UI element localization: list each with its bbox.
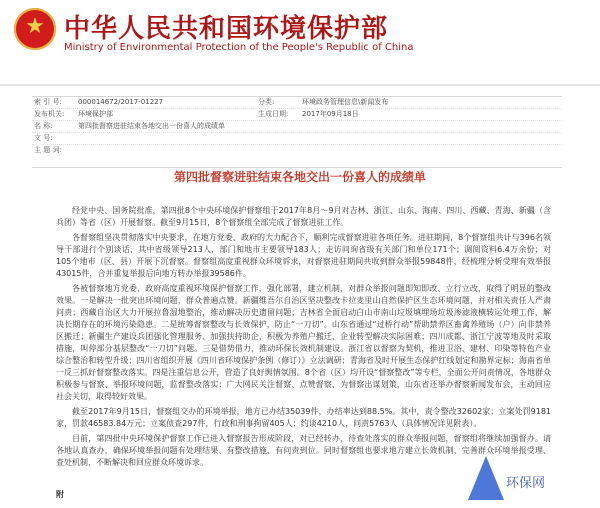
title-value: 第四批督察进驻结束各地交出一份喜人的成绩单	[78, 122, 225, 130]
issuer-label: 发布机关:	[34, 110, 65, 118]
category-label: 分类:	[258, 98, 275, 106]
meta-row-index	[32, 97, 562, 109]
site-subtitle: Ministry of Environmental Protection of the People's Republic of China	[64, 42, 414, 53]
meta-row-issuer	[32, 109, 562, 121]
appendix-label: 附	[56, 490, 64, 499]
title-label: 名 称:	[34, 122, 53, 130]
paragraph: 各被督察地方党委、政府高度重视环境保护督察工作，强化部署，建立机制，对群众举报问题即知即改、立行立改，取得了明显的整改效果。一是解决一批突出环境问题，群众普遍点赞。新疆维吾尔自治区坚决整改卡拉麦里山自然保护区生态环境问题，并对相关责任人严肃问责；西藏自治区大力开展拉鲁湿地整治，推动解决历史遗留问题；吉林省全面启动白山市南山垃圾填埋场垃圾渗滤液横转运处理工作，解决长期存在的环境污染隐患。二是统筹督察整改与长效保护，防止“一刀切”。山东省通过“过桥行动”帮助禁养区畜禽养殖场（户）向非禁养区搬迁；新疆生产建设兵团强化管理服务、加强扶持助企，积极为养殖户搬迁、企业转型解决实际困难；四川成都、浙江宁波等地及时采取措施，叫停部分基层整改“一刀切”问题。三是借势借力，推动环保长效机制建设。浙江省以督察为契机，推进卫浴、建材、印染等特色产业综合整治和转型升级；四川省组织开展《四川省环境保护条例（修订）》立法调研；青海省及时开展生态保护红线划定和勘界定标；海南省单一反三抓好督察整改落实。四是注重信息公开，营造了良好舆情氛围。8个省（区）均开设“督察整改”等专栏，全面公开问责情况，各地群众积极参与督察、举报环境问题，监督整改落实；广大网民关注督察、点赞督察，为督察出谋划策，山东省还举办督察新闻发布会，主动回应社会关切，取得较好效果。	[56, 284, 551, 401]
meta-row-topic	[32, 145, 562, 167]
index-value: 000014672/2017-01227	[78, 98, 164, 106]
article-body	[56, 205, 551, 472]
paragraph: 截至2017年9月15日，督察组交办的环境举报，地方已办结35039件，办结率达到88.5%。其中，责令整改32602家；立案处罚9181家，罚款46583.84万元；立案侦查297件，行政和刑事拘留405人；约谈4210人，问责5763人（具体情况详见附表）。	[56, 407, 551, 428]
docno-label: 文 号:	[34, 134, 53, 142]
docno-value	[78, 133, 562, 144]
topic-value	[78, 145, 562, 167]
paragraph: 各督察组坚决贯彻落实中央要求，在地方党委、政府的大力配合下，顺利完成督察进驻各项任务。进驻期间，8个督察组共计与396名领导干部进行个别谈话，其中省级领导213人，部门和地市主要领导183人；走访问询省级有关部门和单位171个；调阅资料6.4万余份；对105个地市（区、县）开展下沉督察。督察组高度重视群众环境诉求，对督察进驻期间共收到群众举报59848件，经梳理分析受理有效举报43015件，合并重复举报后向地方转办举报39586件。	[56, 233, 551, 278]
article-title: 第四批督察进驻结束各地交出一份喜人的成绩单	[173, 170, 426, 184]
paragraph: 目前，第四批中央环境保护督察工作已进入督察报告形成阶段，对已经转办，待查处落实的群众举报问题，督察组将继续加强督办。请各地认真查办，确保环境举报问题有处理结果、有整改措施、有问责到位。同时督察组也要求地方建立长效机制，完善群众环境举报受理、查处机制，不断解决和回应群众环境诉求。	[56, 434, 551, 467]
header-divider	[0, 84, 600, 86]
paragraph: 经党中央、国务院批准，第四批8个中央环境保护督察组于2017年8月～9月对吉林、浙江、山东、海南、四川、西藏、青海、新疆（含兵团）等省（区）开展督察。截至9月15日，8个督察组全部完成了督察进驻工作。	[56, 206, 551, 227]
watermark-text: 环保网	[506, 476, 546, 491]
date-label: 生成日期:	[258, 110, 289, 118]
issuer-value: 环境保护部	[78, 110, 113, 118]
meta-row-title	[32, 121, 562, 133]
category-value: 环境政务管理信息\新闻发布	[302, 98, 389, 106]
topic-label: 主 题 词:	[34, 146, 62, 154]
site-header	[0, 0, 600, 86]
site-title: 中华人民共和国环境保护部	[64, 14, 389, 44]
national-emblem-icon	[14, 8, 56, 50]
watermark-logo-icon	[468, 456, 504, 500]
watermark	[468, 456, 596, 504]
meta-row-docno	[32, 133, 562, 145]
document-meta-table	[32, 96, 562, 168]
index-label: 索 引 号:	[34, 98, 62, 106]
date-value: 2017年09月18日	[302, 110, 359, 118]
